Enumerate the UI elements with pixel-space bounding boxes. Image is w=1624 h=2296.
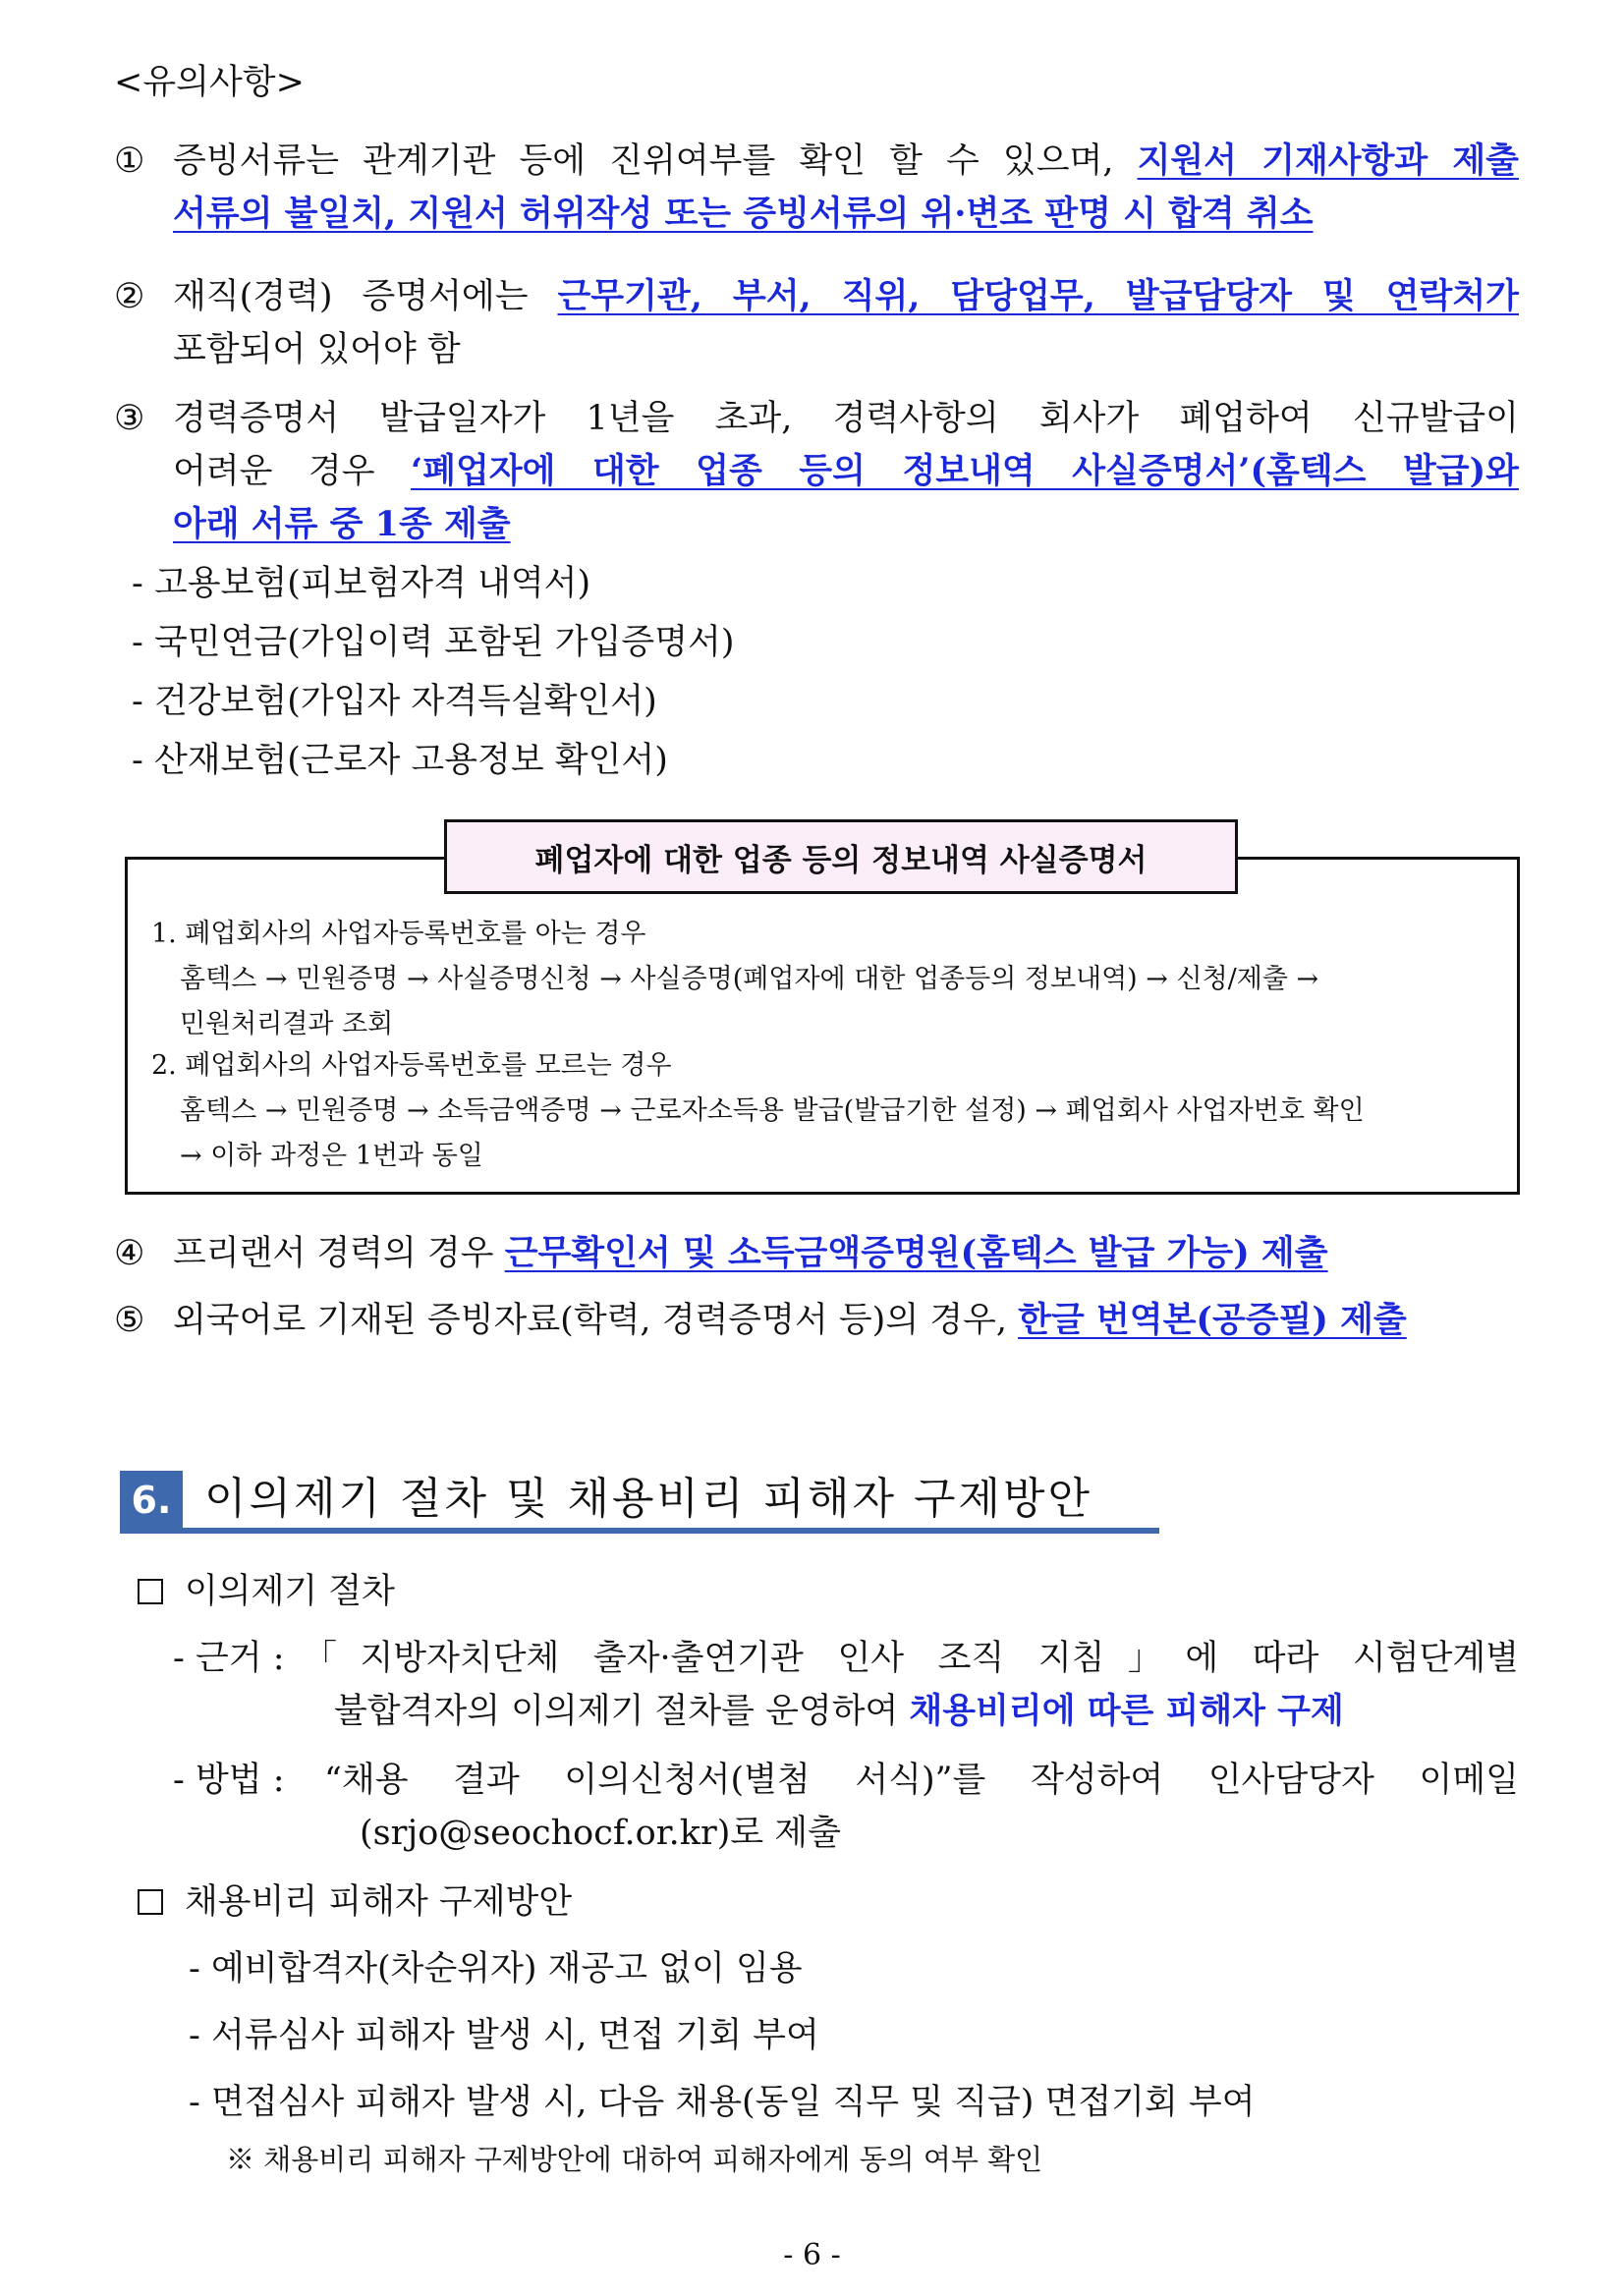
relief-note: ※ 채용비리 피해자 구제방안에 대하여 피해자에게 동의 여부 확인: [226, 2143, 1043, 2176]
note-3-line-3: [173, 499, 511, 550]
info-box-line: → 이하 과정은 1번과 동일: [180, 1141, 483, 1171]
note-3-line-1: 경력증명서 발급일자가 1년을 초과, 경력사항의 회사가 폐업하여 신규발급이: [173, 399, 1519, 438]
note-2-emphasis: 근무기관, 부서, 직위, 담당업무, 발급담당자 및 연락처가: [557, 276, 1519, 316]
info-box-line: 2. 폐업회사의 사업자등록번호를 모르는 경우: [151, 1050, 672, 1081]
objection-heading: 이의제기 절차: [185, 1572, 395, 1611]
method-line-1: “채용 결과 이의신청서(별첨 서식)”를 작성하여 인사담당자 이메일: [324, 1761, 1519, 1800]
note-3-marker: ③: [114, 399, 145, 438]
note-3-emphasis-3: 아래 서류 중 1종 제출: [173, 504, 511, 544]
relief-heading: 채용비리 피해자 구제방안: [185, 1882, 573, 1922]
basis-line-2-emphasis: 채용비리에 따른 피해자 구제: [909, 1691, 1344, 1731]
info-box-line: 홈텍스 → 민원증명 → 사실증명신청 → 사실증명(폐업자에 대한 업종등의 정보내역) → 신청/제출 →: [180, 964, 1319, 994]
note-3-emphasis-2: ‘폐업자에 대한 업종 등의 정보내역 사실증명서’(홈텍스 발급)와: [411, 451, 1519, 491]
note-1-line-2: [173, 189, 1314, 240]
doc-item: - 건강보험(가입자 자격득실확인서): [132, 682, 657, 721]
relief-heading-row: [138, 1876, 572, 1928]
info-box-line: 민원처리결과 조회: [180, 1009, 394, 1039]
page-number: - 6 -: [783, 2238, 841, 2272]
note-4-lead: 프리랜서 경력의 경우: [173, 1234, 494, 1273]
note-1-line-1: [173, 136, 1519, 187]
info-box-line: 홈텍스 → 민원증명 → 소득금액증명 → 근로자소득용 발급(발급기한 설정) → 폐업회사 사업자번호 확인: [180, 1095, 1365, 1126]
section-title: 이의제기 절차 및 채용비리 피해자 구제방안: [204, 1474, 1093, 1524]
note-2-line-1: [173, 271, 1519, 322]
note-5-marker: ⑤: [114, 1301, 145, 1340]
doc-item: - 산재보험(근로자 고용정보 확인서): [132, 741, 668, 780]
basis-line-2: [334, 1686, 1344, 1737]
basis-line-1: 「지방자치단체 출자·출연기관 인사 조직 지침」에 따라 시험단계별: [303, 1639, 1519, 1678]
basis-line-2-lead: 불합격자의 이의제기 절차를 운영하여: [334, 1692, 899, 1731]
note-1-lead: 증빙서류는 관계기관 등에 진위여부를 확인 할 수 있으며,: [173, 141, 1114, 181]
method-label: - 방법 :: [173, 1761, 285, 1800]
note-2-tail: 포함되어 있어야 함: [173, 330, 461, 369]
relief-item: - 면접심사 피해자 발생 시, 다음 채용(동일 직무 및 직급) 면접기회 부여: [189, 2083, 1256, 2122]
method-line-2: (srjo@seochocf.or.kr)로 제출: [360, 1814, 841, 1853]
note-1-emphasis-2: 서류의 불일치, 지원서 허위작성 또는 증빙서류의 위·변조 판명 시 합격 취소: [173, 194, 1314, 234]
section-number: 6.: [120, 1471, 183, 1530]
checkbox-icon: [138, 1889, 163, 1915]
objection-heading-row: [138, 1566, 395, 1617]
relief-item: - 예비합격자(차순위자) 재공고 없이 임용: [189, 1949, 803, 1988]
note-4-marker: ④: [114, 1234, 145, 1273]
notes-heading: <유의사항>: [114, 63, 305, 102]
info-box-title: 폐업자에 대한 업종 등의 정보내역 사실증명서: [444, 819, 1238, 894]
note-1-emphasis-1: 지원서 기재사항과 제출: [1137, 140, 1519, 181]
info-box-line: 1. 폐업회사의 사업자등록번호를 아는 경우: [151, 919, 646, 949]
note-3-line-2: [173, 446, 1519, 497]
note-4-line: [173, 1228, 1328, 1279]
basis-label: - 근거 :: [173, 1639, 285, 1678]
doc-item: - 고용보험(피보험자격 내역서): [132, 564, 591, 603]
note-3-lead: 어려운 경우: [173, 452, 375, 491]
note-4-emphasis: 근무확인서 및 소득금액증명원(홈텍스 발급 가능) 제출: [504, 1233, 1328, 1273]
doc-item: - 국민연금(가입이력 포함된 가입증명서): [132, 623, 735, 662]
note-5-lead: 외국어로 기재된 증빙자료(학력, 경력증명서 등)의 경우,: [173, 1301, 1008, 1340]
note-5-emphasis: 한글 번역본(공증필) 제출: [1018, 1300, 1407, 1340]
note-2-lead: 재직(경력) 증명서에는: [173, 277, 529, 316]
note-2-marker: ②: [114, 277, 145, 316]
checkbox-icon: [138, 1579, 163, 1604]
note-5-line: [173, 1295, 1407, 1346]
relief-item: - 서류심사 피해자 발생 시, 면접 기회 부여: [189, 2016, 819, 2055]
section-underline: [120, 1528, 1159, 1534]
note-1-marker: ①: [114, 141, 145, 181]
